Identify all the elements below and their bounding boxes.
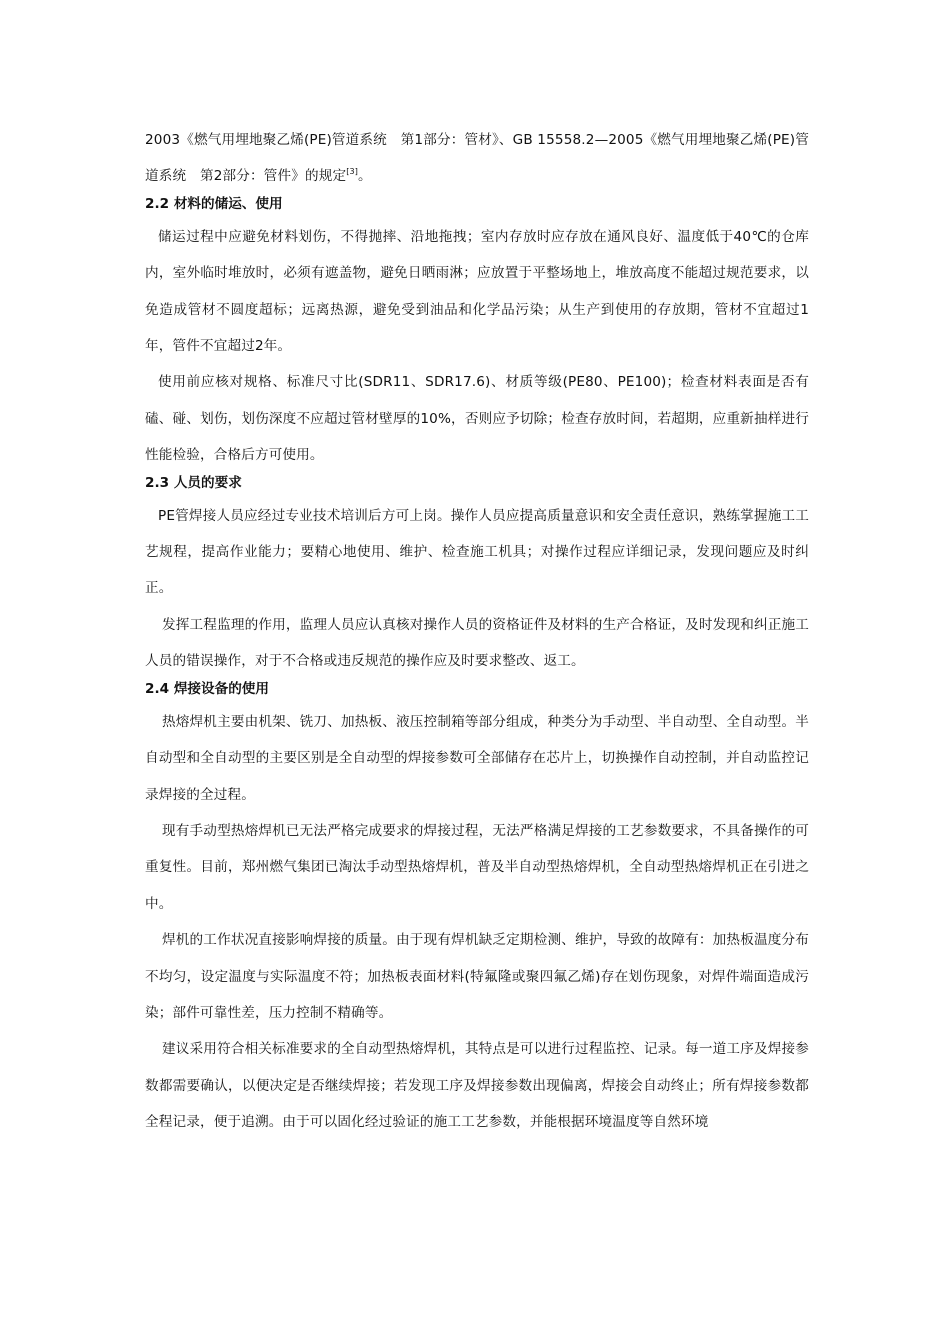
paragraph-welder-types: 热熔焊机主要由机架、铣刀、加热板、液压控制箱等部分组成，种类分为手动型、半自动型、全自动型。半自动型和全自动型的主要区别是全自动型的焊接参数可全部储存在芯片上，切换操作自动控制，并自动监控记录焊接的全过程。 xyxy=(145,713,809,803)
paragraph-recommendation: 建议采用符合相关标准要求的全自动型热熔焊机，其特点是可以进行过程监控、记录。每一道工序及焊接参数都需要确认，以便决定是否继续焊接；若发现工序及焊接参数出现偏离，焊接会自动终止；所有焊接参数都全程记录，便于追溯。由于可以固化经过验证的施工工艺参数，并能根据环境温度等自然环境 xyxy=(145,1041,809,1131)
paragraph-manual-welders: 现有手动型热熔焊机已无法严格完成要求的焊接过程，无法严格满足焊接的工艺参数要求，不具备操作的可重复性。目前，郑州燃气集团已淘汰手动型热熔焊机，普及半自动型热熔焊机，全自动型热熔焊机正在引进之中。 xyxy=(145,822,809,912)
paragraph-supervision: 发挥工程监理的作用，监理人员应认真核对操作人员的资格证件及材料的生产合格证，及时发现和纠正施工人员的错误操作，对于不合格或违反规范的操作应及时要求整改、返工。 xyxy=(145,616,809,670)
section-heading-2-3: 2.3 人员的要求 xyxy=(145,474,242,491)
section-heading-2-2: 2.2 材料的储运、使用 xyxy=(145,195,283,212)
intro-text: 2003《燃气用埋地聚乙烯(PE)管道系统 第1部分：管材》、GB 15558.2—2005《燃气用埋地聚乙烯(PE)管道系统 第2部分：管件》的规定 xyxy=(145,132,809,185)
paragraph-usage-check: 使用前应核对规格、标准尺寸比(SDR11、SDR17.6)、材质等级(PE80、PE100)；检查材料表面是否有磕、碰、划伤，划伤深度不应超过管材壁厚的10%，否则应予切除；检查存放时间，若超期，应重新抽样进行性能检验，合格后方可使用。 xyxy=(145,374,809,464)
paragraph-welder-training: PE管焊接人员应经过专业技术培训后方可上岗。操作人员应提高质量意识和安全责任意识，熟练掌握施工工艺规程，提高作业能力；要精心地使用、维护、检查施工机具；对操作过程应详细记录，发现问题应及时纠正。 xyxy=(145,507,809,597)
document-page xyxy=(145,122,809,1141)
paragraph-welder-faults: 焊机的工作状况直接影响焊接的质量。由于现有焊机缺乏定期检测、维护，导致的故障有：加热板温度分布不均匀，设定温度与实际温度不符；加热板表面材料(特氟隆或聚四氟乙烯)存在划伤现象，对焊件端面造成污染；部件可靠性差，压力控制不精确等。 xyxy=(145,932,809,1021)
intro-paragraph xyxy=(145,122,809,195)
intro-end: 。 xyxy=(358,168,372,185)
section-heading-2-4: 2.4 焊接设备的使用 xyxy=(145,680,269,697)
paragraph-storage: 储运过程中应避免材料划伤，不得抛摔、沿地拖拽；室内存放时应存放在通风良好、温度低于40℃的仓库内，室外临时堆放时，必须有遮盖物，避免日晒雨淋；应放置于平整场地上，堆放高度不能超过规范要求，以免造成管材不圆度超标；远离热源，避免受到油品和化学品污染；从生产到使用的存放期，管材不宜超过1年，管件不宜超过2年。 xyxy=(145,228,809,355)
reference-marker: [3] xyxy=(346,166,359,176)
